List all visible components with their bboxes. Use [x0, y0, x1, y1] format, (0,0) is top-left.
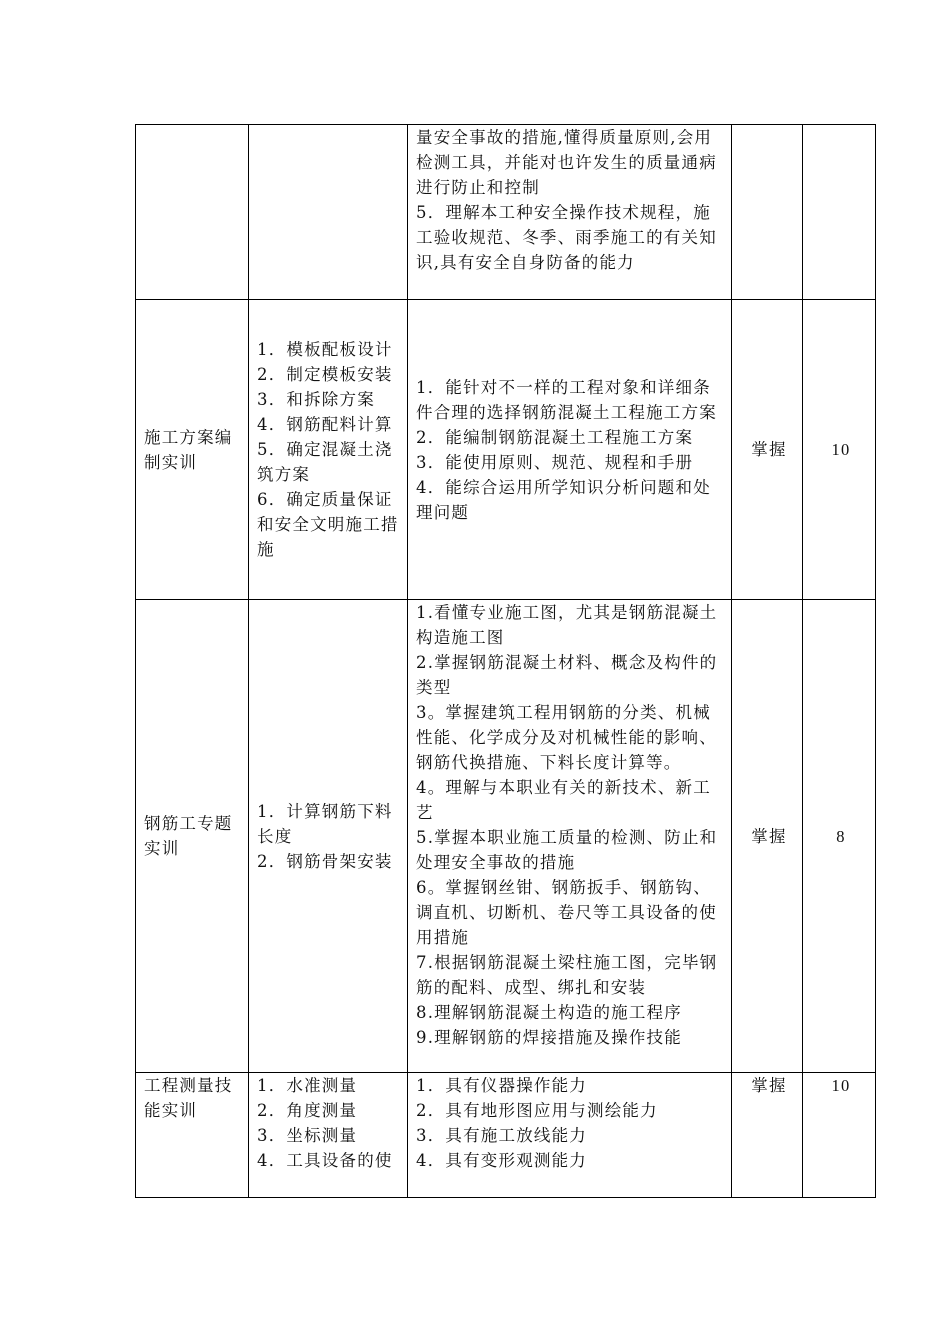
requirement-item: 4．能综合运用所学知识分析问题和处理问题: [416, 477, 711, 522]
requirements-cell: [408, 125, 732, 300]
requirement-item: 量安全事故的措施,懂得质量原则,会用检测工具，并能对也许发生的质量通病进行防止和控制: [416, 128, 717, 197]
table-row: [136, 125, 876, 300]
module-cell: 施工方案编制实训: [136, 300, 249, 600]
content-item: 4．工具设备的使: [257, 1151, 393, 1170]
content-item: 5．确定混凝土浇筑方案: [257, 440, 393, 484]
content-item: 2．钢筋骨架安装: [257, 851, 393, 871]
hours-cell: [803, 125, 876, 300]
module-cell: 工程测量技能实训: [136, 1073, 249, 1198]
training-table: [135, 124, 876, 1198]
content-item: 2．制定模板安装3．和拆除方案: [257, 365, 393, 409]
requirement-item: 3．具有施工放线能力: [416, 1126, 587, 1145]
level-cell: 掌握: [732, 600, 803, 1073]
content-cell: [249, 1073, 408, 1198]
requirements-cell: [408, 300, 732, 600]
requirement-item: 1．能针对不一样的工程对象和详细条件合理的选择钢筋混凝土工程施工方案: [416, 377, 717, 422]
level-cell: 掌握: [732, 300, 803, 600]
content-item: 1．模板配板设计: [257, 340, 393, 359]
requirements-cell: [408, 600, 732, 1073]
requirement-item: 2.掌握钢筋混凝土材料、概念及构件的类型: [416, 653, 718, 697]
requirement-item: 6。掌握钢丝钳、钢筋扳手、钢筋钩、调直机、切断机、卷尺等工具设备的使用措施: [416, 878, 717, 947]
content-item: 6．确定质量保证和安全文明施工措施: [257, 490, 399, 559]
requirement-item: 8.理解钢筋混凝土构造的施工程序: [416, 1003, 682, 1022]
requirement-item: 9.理解钢筋的焊接措施及操作技能: [416, 1028, 682, 1047]
level-cell: [732, 125, 803, 300]
requirements-cell: [408, 1073, 732, 1198]
hours-cell: 10: [803, 1073, 876, 1198]
requirement-item: 3．能使用原则、规范、规程和手册: [416, 452, 694, 472]
requirement-item: 1.看懂专业施工图，尤其是钢筋混凝土构造施工图: [416, 603, 718, 647]
module-cell: [136, 125, 249, 300]
table-row: [136, 600, 876, 1073]
requirement-item: 7.根据钢筋混凝土梁柱施工图，完毕钢筋的配料、成型、绑扎和安装: [416, 953, 718, 997]
requirement-item: 5．理解本工种安全操作技术规程，施工验收规范、冬季、雨季施工的有关知识,具有安全自身防备的能力: [416, 203, 717, 272]
table-row: [136, 1073, 876, 1198]
table-row: [136, 300, 876, 600]
requirement-item: 1．具有仪器操作能力: [416, 1076, 587, 1095]
requirement-item: 2．能编制钢筋混凝土工程施工方案: [416, 427, 694, 447]
content-item: 2．角度测量: [257, 1101, 358, 1120]
hours-cell: 8: [803, 600, 876, 1073]
hours-cell: 10: [803, 300, 876, 600]
requirement-item: 4。理解与本职业有关的新技术、新工艺: [416, 778, 711, 822]
content-cell: [249, 600, 408, 1073]
content-item: 3．坐标测量: [257, 1126, 358, 1145]
requirement-item: 5.掌握本职业施工质量的检测、防止和处理安全事故的措施: [416, 828, 718, 872]
module-cell: 钢筋工专题实训: [136, 600, 249, 1073]
level-cell: 掌握: [732, 1073, 803, 1198]
content-item: 1．水准测量: [257, 1076, 358, 1095]
content-cell: [249, 125, 408, 300]
content-cell: [249, 300, 408, 600]
content-item: 4．钢筋配料计算: [257, 415, 393, 434]
requirement-item: 3。掌握建筑工程用钢筋的分类、机械性能、化学成分及对机械性能的影响、钢筋代换措施、下料长度计算等。: [416, 703, 717, 772]
content-item: 1．计算钢筋下料长度: [257, 801, 393, 846]
requirement-item: 4．具有变形观测能力: [416, 1151, 587, 1170]
requirement-item: 2．具有地形图应用与测绘能力: [416, 1101, 658, 1120]
